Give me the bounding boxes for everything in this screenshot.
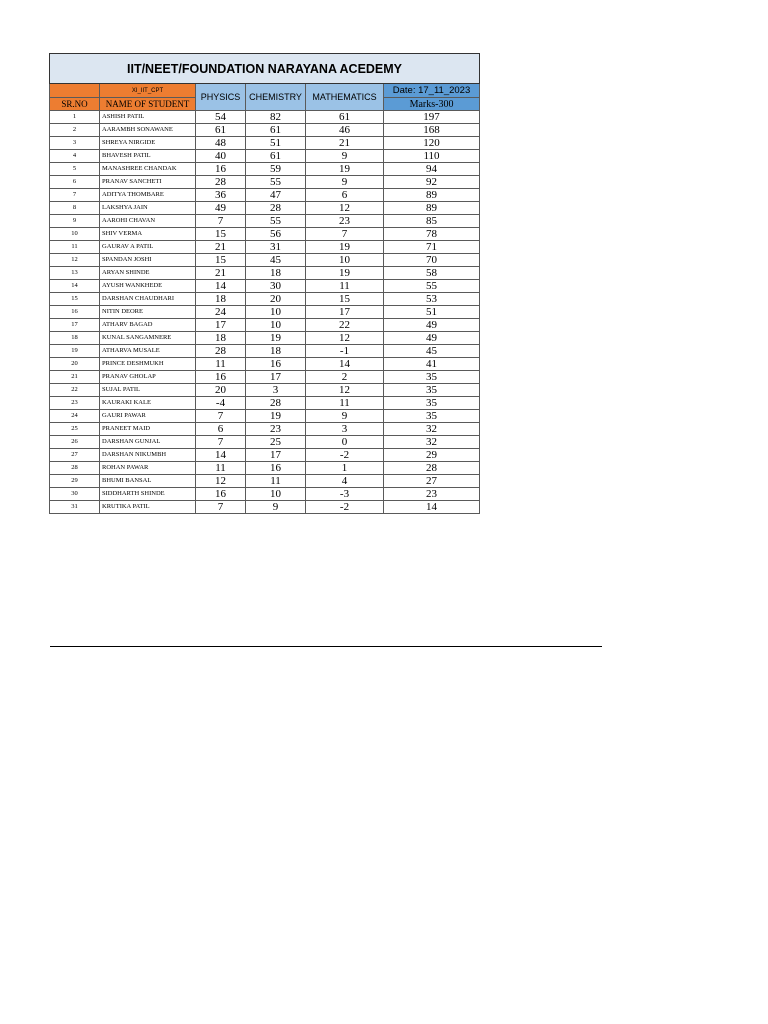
table-row [50,202,480,215]
mathematics-marks-cell: 15 [306,293,384,306]
student-name-cell: DARSHAN NIKUMBH [100,449,196,462]
chemistry-marks-cell: 45 [246,254,306,267]
physics-marks-cell: 12 [196,475,246,488]
total-marks-cell: 120 [384,137,480,150]
student-name-cell: ATHARV BAGAD [100,319,196,332]
mathematics-header: MATHEMATICS [306,84,384,111]
physics-marks-cell: 11 [196,358,246,371]
student-name-cell: PRANEET MAID [100,423,196,436]
table-row [50,436,480,449]
mathematics-marks-cell: 1 [306,462,384,475]
chemistry-marks-cell: 11 [246,475,306,488]
physics-marks-cell: 28 [196,345,246,358]
mathematics-marks-cell: 0 [306,436,384,449]
physics-marks-cell: 49 [196,202,246,215]
total-marks-cell: 55 [384,280,480,293]
sr-no-cell: 15 [50,293,100,306]
table-row [50,371,480,384]
student-name-cell: NITIN DEORE [100,306,196,319]
chemistry-marks-cell: 17 [246,371,306,384]
total-marks-cell: 51 [384,306,480,319]
mathematics-marks-cell: 7 [306,228,384,241]
total-marks-cell: 49 [384,319,480,332]
table-row [50,397,480,410]
sr-no-cell: 11 [50,241,100,254]
physics-marks-cell: 7 [196,215,246,228]
sr-no-cell: 27 [50,449,100,462]
chemistry-marks-cell: 20 [246,293,306,306]
mathematics-marks-cell: 9 [306,150,384,163]
chemistry-marks-cell: 10 [246,488,306,501]
table-row [50,254,480,267]
mathematics-marks-cell: 14 [306,358,384,371]
mathematics-marks-cell: 11 [306,397,384,410]
mathematics-marks-cell: 12 [306,202,384,215]
table-row [50,293,480,306]
table-row [50,241,480,254]
student-name-cell: ATHARVA MUSALE [100,345,196,358]
table-row [50,189,480,202]
student-name-cell: PRANAV GHOLAP [100,371,196,384]
chemistry-marks-cell: 59 [246,163,306,176]
srno-header: SR.NO [50,98,100,111]
table-row [50,306,480,319]
physics-marks-cell: 21 [196,241,246,254]
total-marks-cell: 168 [384,124,480,137]
chemistry-marks-cell: 61 [246,124,306,137]
sr-no-cell: 13 [50,267,100,280]
student-name-cell: KRUTIKA PATIL [100,501,196,514]
sr-no-cell: 30 [50,488,100,501]
mathematics-marks-cell: 61 [306,111,384,124]
physics-marks-cell: 16 [196,371,246,384]
chemistry-marks-cell: 3 [246,384,306,397]
total-marks-cell: 35 [384,410,480,423]
table-row [50,111,480,124]
physics-marks-cell: 14 [196,449,246,462]
physics-marks-cell: 14 [196,280,246,293]
table-row [50,124,480,137]
chemistry-marks-cell: 23 [246,423,306,436]
sr-no-cell: 28 [50,462,100,475]
total-marks-cell: 110 [384,150,480,163]
physics-marks-cell: -4 [196,397,246,410]
mathematics-marks-cell: 4 [306,475,384,488]
total-marks-cell: 89 [384,202,480,215]
total-marks-cell: 28 [384,462,480,475]
mathematics-marks-cell: 22 [306,319,384,332]
student-name-cell: SIDDHARTH SHINDE [100,488,196,501]
physics-marks-cell: 18 [196,332,246,345]
sr-no-cell: 9 [50,215,100,228]
sr-no-cell: 29 [50,475,100,488]
mathematics-marks-cell: 19 [306,241,384,254]
chemistry-marks-cell: 10 [246,306,306,319]
sr-no-cell: 20 [50,358,100,371]
mathematics-marks-cell: 9 [306,410,384,423]
student-name-cell: SHREYA NIRGIDE [100,137,196,150]
sr-no-cell: 5 [50,163,100,176]
chemistry-marks-cell: 17 [246,449,306,462]
student-name-cell: PRINCE DESHMUKH [100,358,196,371]
sr-no-cell: 1 [50,111,100,124]
mathematics-marks-cell: 17 [306,306,384,319]
sr-no-cell: 4 [50,150,100,163]
total-marks-cell: 197 [384,111,480,124]
physics-marks-cell: 15 [196,254,246,267]
physics-marks-cell: 21 [196,267,246,280]
physics-marks-cell: 7 [196,501,246,514]
student-name-cell: ARYAN SHINDE [100,267,196,280]
sr-no-cell: 23 [50,397,100,410]
sr-no-cell: 12 [50,254,100,267]
sr-no-cell: 22 [50,384,100,397]
total-marks-cell: 14 [384,501,480,514]
table-row [50,501,480,514]
table-row [50,319,480,332]
table-row [50,410,480,423]
sr-no-cell: 14 [50,280,100,293]
total-marks-cell: 23 [384,488,480,501]
results-table [49,53,480,514]
total-marks-cell: 85 [384,215,480,228]
physics-marks-cell: 18 [196,293,246,306]
table-row [50,332,480,345]
physics-marks-cell: 28 [196,176,246,189]
physics-marks-cell: 48 [196,137,246,150]
total-marks-cell: 35 [384,371,480,384]
mathematics-marks-cell: 19 [306,163,384,176]
mathematics-marks-cell: 46 [306,124,384,137]
table-row [50,449,480,462]
marks-total-header: Marks-300 [384,98,480,111]
mathematics-marks-cell: 21 [306,137,384,150]
chemistry-marks-cell: 16 [246,358,306,371]
table-row [50,462,480,475]
total-marks-cell: 32 [384,423,480,436]
table-row [50,137,480,150]
sr-no-cell: 10 [50,228,100,241]
sr-no-cell: 2 [50,124,100,137]
chemistry-marks-cell: 31 [246,241,306,254]
total-marks-cell: 49 [384,332,480,345]
student-name-cell: SPANDAN JOSHI [100,254,196,267]
physics-marks-cell: 24 [196,306,246,319]
physics-marks-cell: 7 [196,410,246,423]
student-name-cell: LAKSHYA JAIN [100,202,196,215]
total-marks-cell: 35 [384,384,480,397]
student-name-cell: GAURI PAWAR [100,410,196,423]
chemistry-marks-cell: 55 [246,176,306,189]
mathematics-marks-cell: 23 [306,215,384,228]
total-marks-cell: 89 [384,189,480,202]
batch-label: XI_IIT_CPT [100,84,196,98]
sr-no-cell: 31 [50,501,100,514]
student-name-cell: SUJAL PATIL [100,384,196,397]
physics-marks-cell: 16 [196,163,246,176]
chemistry-marks-cell: 30 [246,280,306,293]
table-row [50,176,480,189]
student-name-cell: KUNAL SANGAMNERE [100,332,196,345]
chemistry-header: CHEMISTRY [246,84,306,111]
chemistry-marks-cell: 56 [246,228,306,241]
header-blank-cell [50,84,100,98]
total-marks-cell: 92 [384,176,480,189]
table-row [50,345,480,358]
total-marks-cell: 78 [384,228,480,241]
physics-marks-cell: 61 [196,124,246,137]
student-name-cell: BHUMI BANSAL [100,475,196,488]
student-name-cell: PRANAV SANCHETI [100,176,196,189]
physics-marks-cell: 36 [196,189,246,202]
total-marks-cell: 53 [384,293,480,306]
total-marks-cell: 41 [384,358,480,371]
test-date: Date: 17_11_2023 [384,84,480,98]
total-marks-cell: 32 [384,436,480,449]
student-name-cell: MANASHREE CHANDAK [100,163,196,176]
chemistry-marks-cell: 16 [246,462,306,475]
total-marks-cell: 45 [384,345,480,358]
total-marks-cell: 70 [384,254,480,267]
table-row [50,163,480,176]
mathematics-marks-cell: -2 [306,449,384,462]
physics-marks-cell: 15 [196,228,246,241]
sr-no-cell: 8 [50,202,100,215]
sr-no-cell: 26 [50,436,100,449]
mathematics-marks-cell: 3 [306,423,384,436]
table-row [50,280,480,293]
student-name-cell: ROHAN PAWAR [100,462,196,475]
chemistry-marks-cell: 19 [246,332,306,345]
sr-no-cell: 17 [50,319,100,332]
physics-marks-cell: 20 [196,384,246,397]
physics-marks-cell: 7 [196,436,246,449]
chemistry-marks-cell: 18 [246,267,306,280]
student-name-cell: GAURAV A PATIL [100,241,196,254]
student-name-cell: KAURAKI KALE [100,397,196,410]
table-row [50,228,480,241]
results-sheet [49,53,479,514]
mathematics-marks-cell: 11 [306,280,384,293]
chemistry-marks-cell: 51 [246,137,306,150]
table-row [50,215,480,228]
table-row [50,475,480,488]
student-name-cell: AYUSH WANKHEDE [100,280,196,293]
horizontal-rule [50,646,602,647]
physics-marks-cell: 16 [196,488,246,501]
student-name-cell: ADITYA THOMBARE [100,189,196,202]
physics-marks-cell: 11 [196,462,246,475]
mathematics-marks-cell: -3 [306,488,384,501]
mathematics-marks-cell: 10 [306,254,384,267]
sr-no-cell: 3 [50,137,100,150]
chemistry-marks-cell: 28 [246,202,306,215]
chemistry-marks-cell: 82 [246,111,306,124]
student-name-cell: DARSHAN GUNJAL [100,436,196,449]
physics-marks-cell: 17 [196,319,246,332]
mathematics-marks-cell: 12 [306,332,384,345]
student-name-cell: ASHISH PATIL [100,111,196,124]
mathematics-marks-cell: 19 [306,267,384,280]
sr-no-cell: 25 [50,423,100,436]
table-row [50,488,480,501]
chemistry-marks-cell: 28 [246,397,306,410]
student-name-cell: SHIV VERMA [100,228,196,241]
sr-no-cell: 24 [50,410,100,423]
total-marks-cell: 58 [384,267,480,280]
physics-marks-cell: 6 [196,423,246,436]
table-row [50,423,480,436]
sr-no-cell: 16 [50,306,100,319]
sheet-title: IIT/NEET/FOUNDATION NARAYANA ACEDEMY [50,54,480,84]
chemistry-marks-cell: 10 [246,319,306,332]
chemistry-marks-cell: 47 [246,189,306,202]
physics-header: PHYSICS [196,84,246,111]
sr-no-cell: 18 [50,332,100,345]
chemistry-marks-cell: 55 [246,215,306,228]
sr-no-cell: 7 [50,189,100,202]
chemistry-marks-cell: 61 [246,150,306,163]
student-name-header: NAME OF STUDENT [100,98,196,111]
total-marks-cell: 35 [384,397,480,410]
mathematics-marks-cell: 2 [306,371,384,384]
physics-marks-cell: 40 [196,150,246,163]
chemistry-marks-cell: 9 [246,501,306,514]
physics-marks-cell: 54 [196,111,246,124]
student-name-cell: AARAMBH SONAWANE [100,124,196,137]
student-name-cell: BHAVESH PATIL [100,150,196,163]
student-name-cell: DARSHAN CHAUDHARI [100,293,196,306]
sr-no-cell: 19 [50,345,100,358]
chemistry-marks-cell: 19 [246,410,306,423]
mathematics-marks-cell: 9 [306,176,384,189]
student-name-cell: AAROHI CHAVAN [100,215,196,228]
total-marks-cell: 94 [384,163,480,176]
mathematics-marks-cell: 12 [306,384,384,397]
table-row [50,384,480,397]
chemistry-marks-cell: 18 [246,345,306,358]
table-row [50,358,480,371]
mathematics-marks-cell: -1 [306,345,384,358]
sr-no-cell: 6 [50,176,100,189]
table-row [50,150,480,163]
table-row [50,267,480,280]
total-marks-cell: 71 [384,241,480,254]
chemistry-marks-cell: 25 [246,436,306,449]
mathematics-marks-cell: 6 [306,189,384,202]
sr-no-cell: 21 [50,371,100,384]
mathematics-marks-cell: -2 [306,501,384,514]
total-marks-cell: 29 [384,449,480,462]
total-marks-cell: 27 [384,475,480,488]
